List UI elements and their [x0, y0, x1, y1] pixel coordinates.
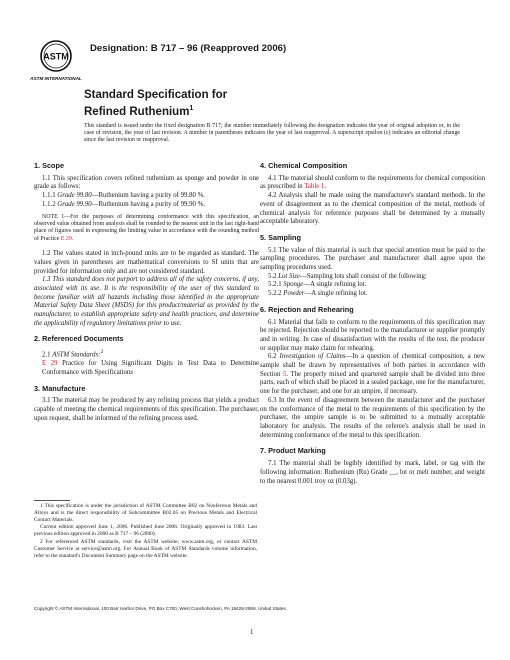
logo-wordmark: ASTM INTERNATIONAL [30, 76, 82, 81]
document-title [84, 89, 227, 119]
text: —Sampling lots shall consist of the following: [299, 272, 427, 280]
right-column [260, 162, 485, 486]
link-e29[interactable]: E 29 [60, 235, 72, 242]
num: 2.1 [42, 351, 51, 359]
page-number: 1 [250, 629, 254, 636]
designation-notice: This standard is issued under the fixed designation B 717; the number immediately following the designation indicates the year of original adoption or, in the case of revision, the year of last revision. A number in parentheses indicates the year of last reapproval. A superscript epsilon (ε) indicates an editorial change since the last revision or reapproval. [84, 123, 460, 144]
term: Sponge [283, 281, 304, 289]
text: 4.1 The material should conform to the requirements for chemical composition as prescribed in [260, 174, 485, 191]
paragraph-5-2 [260, 273, 485, 282]
term: Lot Size [278, 272, 300, 280]
designation: Designation: B 717 – 96 (Reapproved 2006) [90, 43, 287, 54]
paragraph-1-1-1 [34, 192, 259, 201]
paragraph-5-2-2 [260, 290, 485, 299]
footnote-mark: 2 [100, 349, 104, 356]
paragraph-6-2 [260, 353, 485, 397]
paragraph-1-3: 1.3 This standard does not purport to address all of the safety concerns, if any, associated with its use. It is the responsibility of the user of this standard to become familiar with all hazards including those identified in the appropriate Material Safety Data Sheet (MSDS) for this product/material as provided by the manufacturer, to establish appropriate safety and health practices, and determine the applicability of regulatory limitations prior to use. [34, 276, 259, 327]
paragraph-6-3: 6.3 In the event of disagreement between the manufacturer and the purchaser on the conformance of the metal to the requirements of this specification by the purchaser, the umpire sample is to be submitted to a mutually acceptable laboratory for analysis. The results of the referee's analysis shall be used in determining conformance of the metal to this specification. [260, 396, 485, 439]
note-1: NOTE 1—For the purposes of determining conformance with this specification, an observed value obtained from analysis shall be rounded to the nearest unit in the last right-hand place of figures used in expressing the limiting value in accordance with the rounding method of Practice E 29. [34, 213, 259, 242]
svg-text:ASTM: ASTM [43, 51, 69, 62]
section-heading-referenced-documents: 2. Referenced Documents [34, 334, 124, 344]
section-heading-scope: 1. Scope [34, 161, 65, 170]
paragraph-1-2: 1.2 The values stated in inch-pound units are to be regarded as standard. The values given in parentheses are mathematical conversions to SI units that are provided for information only and are not considered standard. [34, 250, 259, 275]
text: —A single refining lot. [304, 290, 368, 298]
num: 1.1.1 [42, 192, 56, 200]
term: Investigation of Claims [279, 353, 346, 361]
paragraph-4-1 [260, 175, 485, 192]
section-heading-sampling: 5. Sampling [260, 232, 301, 242]
num: 5.2.2 [268, 290, 282, 298]
footnote-1: 1 This specification is under the jurisdiction of ASTM Committee B02 on Nonferrous Metals and Alloys and is the direct responsibility of Subcommittee B02.05 on Precious Metals and Electrical Contact Materials. [34, 503, 257, 523]
paragraph-3-1: 3.1 The material may be produced by any refining process that yields a product capable of meeting the chemical requirements of this specification. The purchaser, upon request, shall be informed of the refining process used. [34, 397, 259, 422]
title-line-1: Standard Specification for [84, 89, 228, 101]
astm-standards-label: ASTM Standards: [52, 351, 101, 359]
num: 1.1.2 [42, 200, 56, 208]
section-heading-product-marking: 7. Product Marking [260, 446, 326, 456]
paragraph-1-1: 1.1 This specification covers refined ruthenium as sponge and powder in one grade as follows: [34, 174, 259, 191]
num: 5.2 [268, 272, 277, 280]
paragraph-2-1 [34, 348, 259, 360]
paragraph-1-1-2 [34, 201, 259, 210]
paragraph-5-1: 5.1 The value of this material is such that special attention must be paid to the sampling procedures. The purchaser and manufacturer shall agree upon the sampling procedures used. [260, 246, 485, 272]
num: 5.2.1 [268, 281, 282, 289]
copyright-line: Copyright © ASTM International, 100 Barr Harbor Drive, PO Box C700, West Conshohocken, PA 19428-2959, United States. [34, 606, 287, 611]
paragraph-6-1: 6.1 Material that fails to conform to the requirements of this specification may be rejected. Rejection should be reported to the manufacturer or supplier promptly and in writing. In case of dissatisfaction with the results of the test, the producer or supplier may make claim for rehearing. [260, 318, 485, 352]
text: . [324, 183, 327, 191]
footnotes [34, 503, 257, 560]
link-table-1[interactable]: Table 1 [304, 183, 325, 191]
grade-term: Grade 99.90 [57, 200, 92, 208]
reference-e29 [34, 360, 259, 377]
text: —A single refining lot. [303, 281, 367, 289]
footnote-2: 2 For referenced ASTM standards, visit the ASTM website, www.astm.org, or contact ASTM Customer Service at service@astm.org. For Annual Book of ASTM Standards volume information, refer to the standard's Document Summary page on the ASTM website. [34, 538, 257, 559]
paragraph-5-2-1 [260, 281, 485, 290]
section-heading-chemical-composition: 4. Chemical Composition [260, 161, 348, 170]
title-footnote-mark: 1 [189, 105, 194, 112]
grade-desc: —Ruthenium having a purity of 99.90 %. [91, 200, 205, 208]
section-heading-rejection: 6. Rejection and Rehearing [260, 304, 354, 314]
note-text: NOTE 1—For the purposes of determining conformance with this specification, an observed value obtained from analysis shall be rounded to the nearest unit in the last right-hand place of figures used in expressing the limiting value in accordance with the rounding method of Practice [34, 213, 259, 242]
paragraph-4-2: 4.2 Analysis shall be made using the manufacturer's standard methods. In the event of disagreement as to the chemical composition of the metal, methods of chemical analysis for reference purposes shall be determined by a mutually acceptable laboratory. [260, 192, 485, 226]
reference-title: Practice for Using Significant Digits in Test Data to Determine Conformance with Specifications [42, 360, 259, 376]
title-line-2 [84, 102, 227, 119]
section-heading-manufacture: 3. Manufacture [34, 383, 86, 393]
title-text: Refined Ruthenium [84, 105, 190, 118]
footnote-divider [34, 500, 70, 501]
paragraph-7-1: 7.1 The material shall be legibly identified by mark, label, or tag with the following information: Ruthenium (Ru) Grade __, lot or melt number, and weight to the nearest 0.001 troy oz (0.03g). [260, 460, 485, 485]
astm-logo [30, 38, 82, 84]
text: . The properly mixed and quartered sample shall be divided into three parts, each of which shall be placed in a sealed package, one for the manufacturer, one for the purchaser, and one for an umpire, if necessary. [260, 370, 485, 396]
num: 6.2 [268, 353, 277, 361]
left-column [34, 162, 259, 423]
grade-term: Grade 99.80 [57, 192, 92, 200]
footnote-1-edition: Current edition approved June 1, 2006. Published June 2006. Originally approved in 1983. Last previous edition approved in 2000 as B 717 – 96 (2000). [34, 524, 257, 538]
term: Powder [283, 290, 305, 298]
text: —In a question of chemical composition, a new sample shall be drawn by representatives of both parties in accordance with Section [260, 353, 485, 378]
link-section-5[interactable]: 5 [282, 370, 287, 378]
link-e29-reference[interactable]: E 29 [42, 360, 58, 368]
grade-desc: —Ruthenium having a purity of 99.80 %. [91, 192, 205, 200]
